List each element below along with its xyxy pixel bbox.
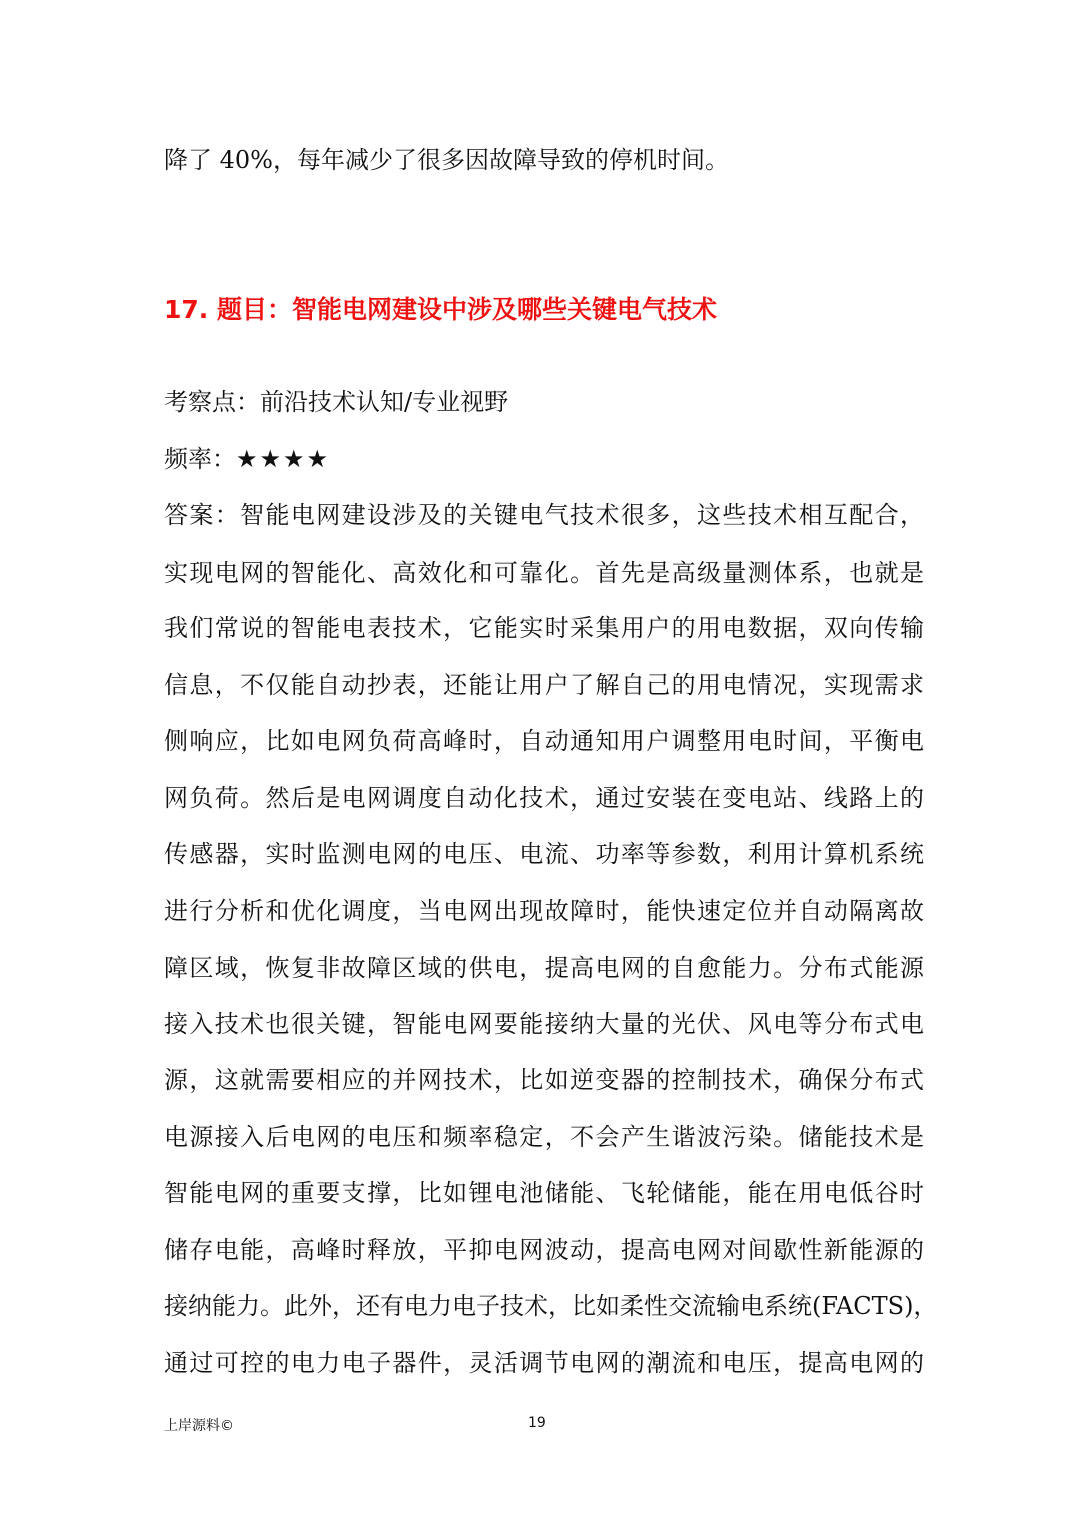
page-number: 19 bbox=[528, 1415, 546, 1431]
answer-line: 接入技术也很关键，智能电网要能接纳大量的光伏、风电等分布式电 bbox=[164, 1010, 924, 1038]
answer-line: 储存电能，高峰时释放，平抑电网波动，提高电网对间歇性新能源的 bbox=[164, 1236, 924, 1264]
answer-line: 电源接入后电网的电压和频率稳定，不会产生谐波污染。储能技术是 bbox=[164, 1123, 924, 1151]
answer-line: 答案：智能电网建设涉及的关键电气技术很多，这些技术相互配合， bbox=[164, 501, 924, 529]
continuation-text: 降了 40%，每年减少了很多因故障导致的停机时间。 bbox=[164, 146, 729, 174]
frequency-label: 频率： bbox=[164, 445, 236, 473]
answer-line: 我们常说的智能电表技术，它能实时采集用户的用电数据，双向传输 bbox=[164, 614, 924, 642]
question-heading: 17. 题目：智能电网建设中涉及哪些关键电气技术 bbox=[164, 295, 717, 324]
answer-line: 接纳能力。此外，还有电力电子技术，比如柔性交流输电系统(FACTS)， bbox=[164, 1292, 938, 1320]
answer-line: 传感器，实时监测电网的电压、电流、功率等参数，利用计算机系统 bbox=[164, 840, 924, 868]
focus-point bbox=[164, 384, 924, 420]
answer-line: 进行分析和优化调度，当电网出现故障时，能快速定位并自动隔离故 bbox=[164, 897, 924, 925]
focus-value: 前沿技术认知/专业视野 bbox=[260, 388, 509, 416]
answer-line: 网负荷。然后是电网调度自动化技术，通过安装在变电站、线路上的 bbox=[164, 784, 924, 812]
answer-line: 信息，不仅能自动抄表，还能让用户了解自己的用电情况，实现需求 bbox=[164, 671, 924, 699]
answer-line: 智能电网的重要支撑，比如锂电池储能、飞轮储能，能在用电低谷时 bbox=[164, 1179, 924, 1207]
star-rating: ★★★★ bbox=[236, 445, 331, 473]
answer-line: 实现电网的智能化、高效化和可靠化。首先是高级量测体系，也就是 bbox=[164, 559, 924, 587]
answer-line: 侧响应，比如电网负荷高峰时，自动通知用户调整用电时间，平衡电 bbox=[164, 727, 924, 755]
footer-source: 上岸源料© bbox=[164, 1418, 234, 1434]
answer-line: 障区域，恢复非故障区域的供电，提高电网的自愈能力。分布式能源 bbox=[164, 954, 924, 982]
focus-label: 考察点： bbox=[164, 388, 260, 416]
frequency bbox=[164, 441, 924, 477]
answer-line: 源，这就需要相应的并网技术，比如逆变器的控制技术，确保分布式 bbox=[164, 1066, 924, 1094]
answer-line: 通过可控的电力电子器件，灵活调节电网的潮流和电压，提高电网的 bbox=[164, 1349, 924, 1377]
